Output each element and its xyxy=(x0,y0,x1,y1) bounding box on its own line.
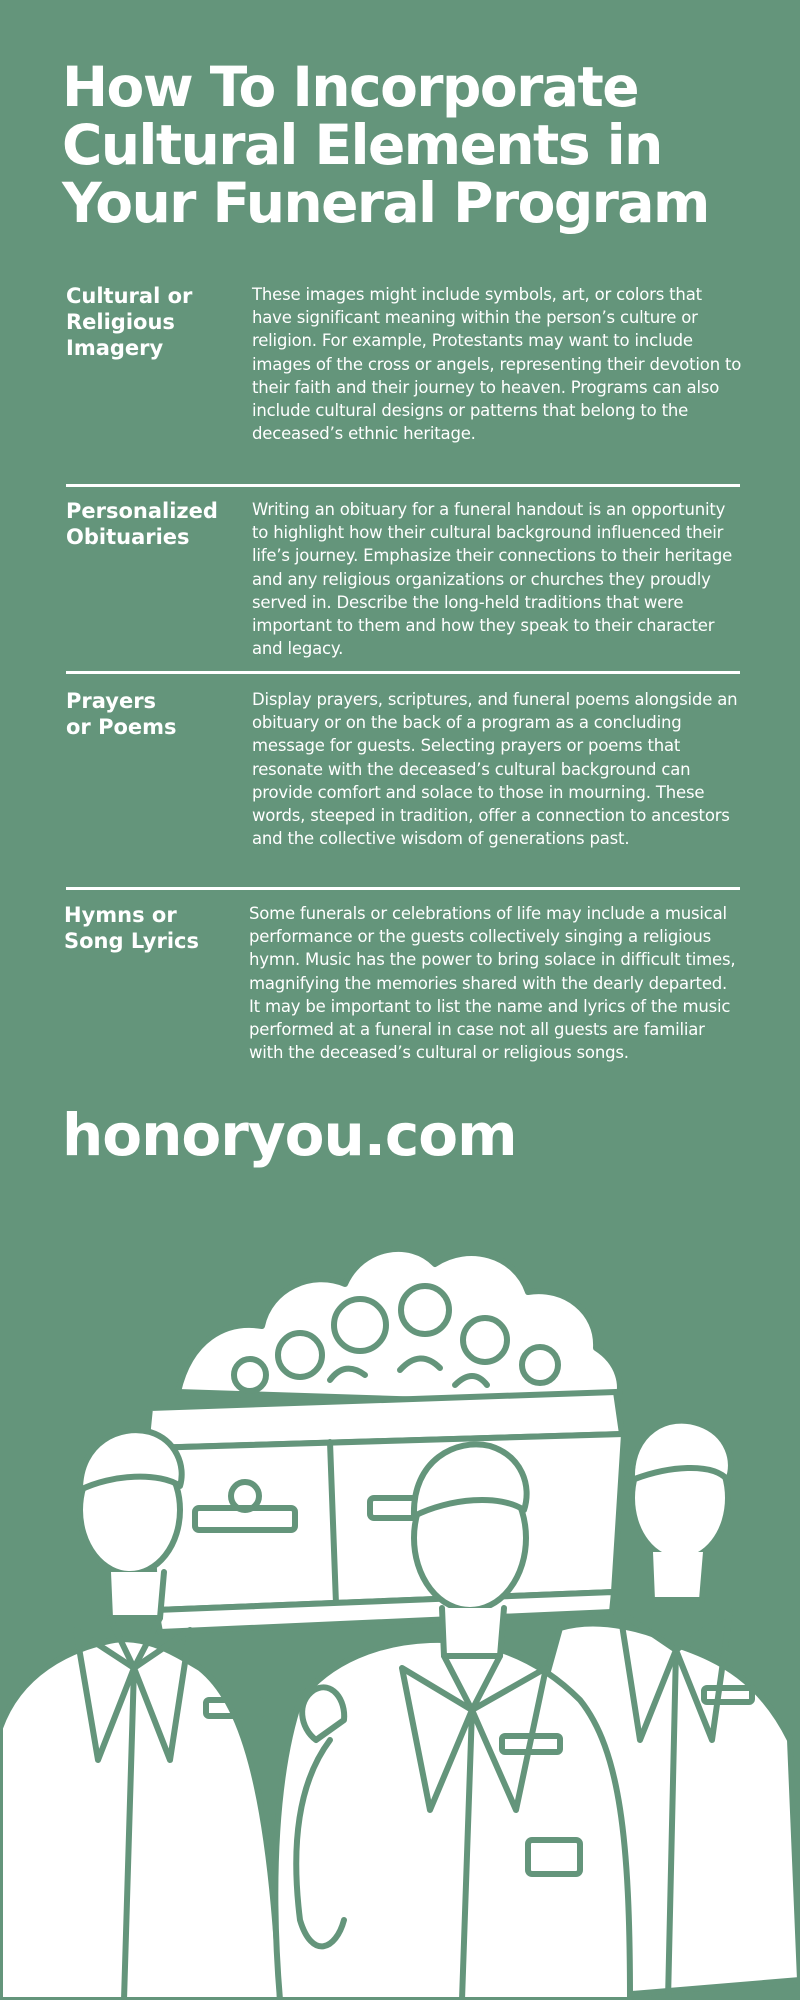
section-body: Writing an obituary for a funeral handout is an opportunity to highlight how their cultural background influenced their life’s journey. Emphasize their connections to their heritage and any religious organizations or churches they proudly served in. Describe the long-held traditions that were important to them and how they speak to their character and legacy. xyxy=(252,500,733,659)
coffin-icon xyxy=(146,1392,624,1632)
pallbearers-illustration xyxy=(0,1180,800,2000)
section-divider xyxy=(66,887,740,890)
section-heading: Prayers or Poems xyxy=(66,689,177,739)
flower-arrangement-icon xyxy=(178,1249,620,1406)
section-divider xyxy=(66,671,740,674)
site-url: honoryou.com xyxy=(62,1101,517,1169)
section-divider xyxy=(66,484,740,487)
section-body: Display prayers, scriptures, and funeral poems alongside an obituary or on the back of a program as a concluding message for guests. Selecting prayers or poems that resonate with the deceased’s cultural background can provide comfort and solace to those in mourning. These words, steeped in tradition, offer a connection to ancestors and the collective wisdom of generations past. xyxy=(252,690,738,849)
section-body: These images might include symbols, art, or colors that have significant meaning within the person’s culture or religion. For example, Protestants may want to include images of the cross or angels, representing their devotion to their faith and their journey to heaven. Programs can also include cultural designs or patterns that belong to the deceased’s ethnic heritage. xyxy=(252,285,742,444)
section-heading: Personalized Obituaries xyxy=(66,499,218,549)
section-heading: Hymns or Song Lyrics xyxy=(64,903,199,953)
section-body: Some funerals or celebrations of life may include a musical performance or the guests collectively singing a religious hymn. Music has the power to bring solace in difficult times, magnifying the memories shared with the dearly departed. It may be important to list the name and lyrics of the music performed at a funeral in case not all guests are familiar with the deceased’s cultural or religious songs. xyxy=(249,904,736,1063)
page-title: How To Incorporate Cultural Elements in Your Funeral Program xyxy=(62,55,709,235)
section-heading: Cultural or Religious Imagery xyxy=(66,284,193,360)
